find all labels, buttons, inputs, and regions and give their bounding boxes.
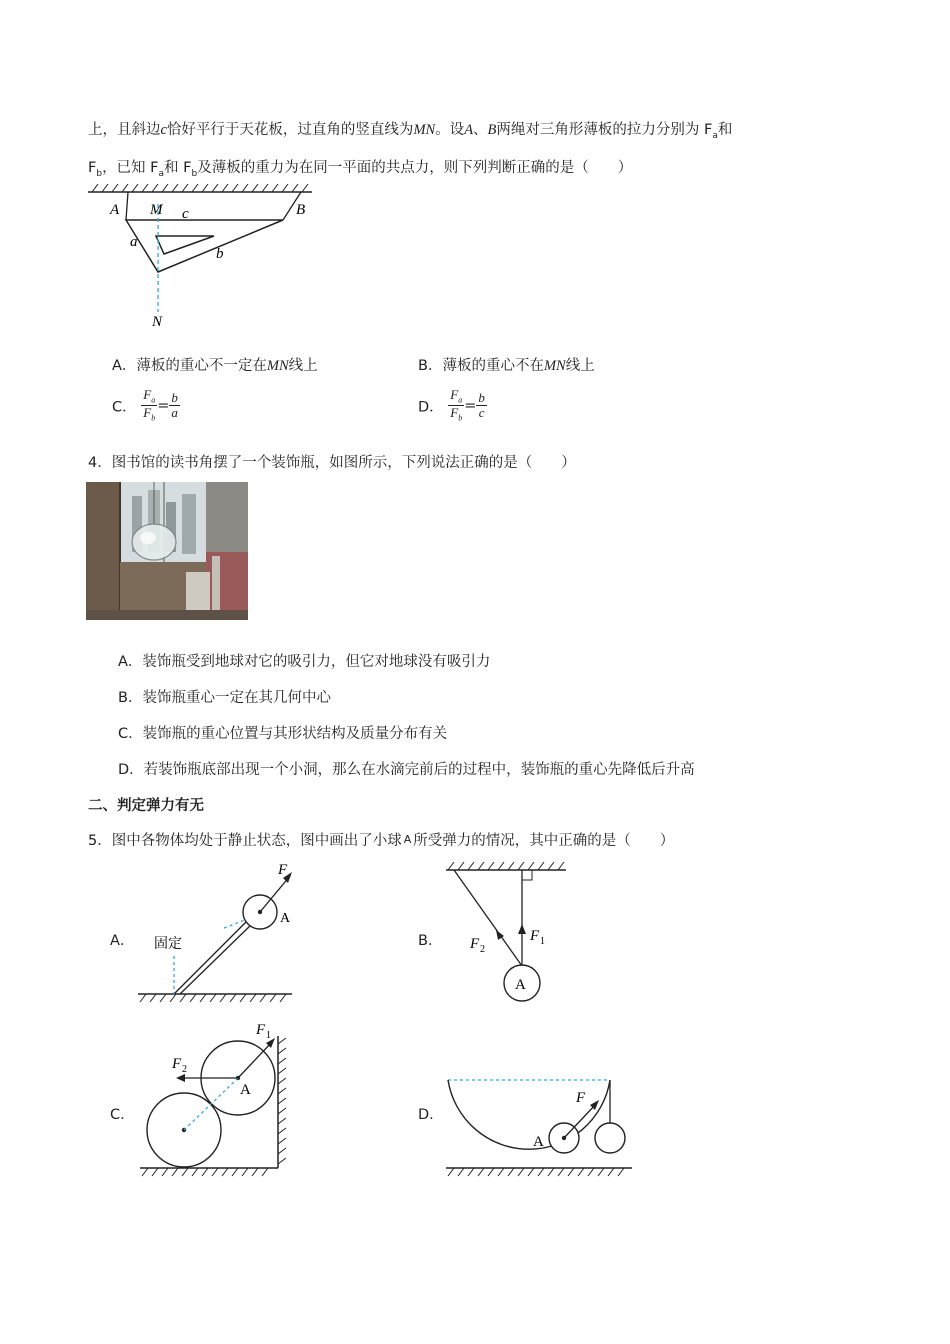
- q5-option-d-label[interactable]: D．: [418, 1107, 444, 1123]
- q4-option-c[interactable]: C．装饰瓶的重心位置与其形状结构及质量分布有关: [118, 726, 448, 742]
- label-M: M: [150, 202, 163, 218]
- f2-sub: 2: [182, 1064, 187, 1075]
- fraction-fa-fb: $\frac{F_a}{F_b}$: [450, 387, 463, 423]
- q3-option-d[interactable]: D． $\frac{F_a}{F_b}$ = $\frac{b}{c}$: [418, 387, 485, 423]
- arrowhead-f1: [518, 924, 526, 934]
- q3-option-c[interactable]: C． $\frac{F_a}{F_b}$ = $\frac{b}{a}$: [112, 387, 178, 423]
- q5-option-b-label[interactable]: B．: [418, 933, 443, 949]
- label-B: B: [296, 202, 306, 218]
- section-title: 二、判定弹力有无: [88, 798, 204, 814]
- q4-option-b[interactable]: B．装饰瓶重心一定在其几何中心: [118, 690, 331, 706]
- rod-edge: [180, 922, 254, 994]
- rod: [174, 918, 250, 994]
- f2-arrowhead: [176, 1074, 185, 1082]
- q5-option-a-label[interactable]: A．: [110, 933, 135, 949]
- q5-figure-a: [136, 860, 296, 1006]
- q4-option-a[interactable]: A．装饰瓶受到地球对它的吸引力，但它对地球没有吸引力: [118, 654, 491, 670]
- f2-sub: 2: [480, 944, 485, 955]
- force-label: F: [576, 1090, 586, 1106]
- f2-label: F: [470, 936, 480, 952]
- fraction-b-a: $\frac{b}{a}$: [171, 390, 178, 421]
- fraction-b-c: $\frac{b}{c}$: [478, 390, 485, 421]
- q5-option-c-label[interactable]: C．: [110, 1107, 135, 1123]
- photo-illustration: [86, 482, 248, 620]
- q5-stem: 5．图中各物体均处于静止状态，图中画出了小球 A 所受弹力的情况，其中正确的是（ ）: [88, 833, 675, 849]
- label-c: c: [182, 206, 189, 222]
- ground: [446, 1168, 632, 1176]
- fraction-fa-fb: $\frac{F_a}{F_b}$: [143, 387, 156, 423]
- label-N: N: [152, 314, 163, 330]
- inner-triangle: [156, 236, 214, 254]
- ceiling: [88, 184, 312, 192]
- var-mn: MN: [413, 122, 436, 138]
- q4-stem: 4．图书馆的读书角摆了一个装饰瓶，如图所示，下列说法正确的是（ ）: [88, 455, 576, 471]
- right-angle-mark: [522, 870, 532, 880]
- outer-triangle: [126, 220, 283, 272]
- label-a: a: [130, 234, 138, 250]
- rope-a: [126, 192, 128, 220]
- force-label: F: [278, 862, 288, 878]
- f1-sub: 1: [540, 936, 545, 947]
- f2-label: F: [172, 1056, 182, 1072]
- q4-option-d[interactable]: D．若装饰瓶底部出现一个小洞，那么在水滴完前后的过程中，装饰瓶的重心先降低后升高: [118, 762, 695, 778]
- q3-option-b[interactable]: B．薄板的重心不在MN线上: [418, 358, 595, 374]
- slant-rope: [454, 870, 522, 966]
- q5-figure-c: [136, 1018, 296, 1178]
- label-b: b: [216, 246, 224, 262]
- q3-stem-line1: 上，且斜边c恰好平行于天花板，过直角的竖直线为MN。设A、B两绳对三角形薄板的拉力分别为 $F_a$和: [88, 122, 733, 141]
- ground: [138, 994, 292, 1002]
- q5-figure-b: [440, 860, 570, 1010]
- q5-figure-d: [440, 1072, 640, 1180]
- q3-stem-line2: $F_b$，已知 $F_a$和 $F_b$及薄板的重力为在同一平面的共点力，则下列判断正确的是（ ）: [88, 160, 633, 179]
- decorative-vase-photo: [86, 482, 248, 620]
- f1-label: F: [530, 928, 540, 944]
- ball-label: A: [533, 1134, 544, 1150]
- fixed-label: 固定: [154, 936, 182, 952]
- ball-label: A: [280, 911, 291, 926]
- ball-label: A: [240, 1082, 251, 1098]
- q3-option-a[interactable]: A．薄板的重心不一定在MN线上: [112, 358, 318, 374]
- f1-sub: 1: [266, 1030, 271, 1041]
- label-A: A: [110, 202, 120, 218]
- var-c: c: [160, 122, 167, 138]
- hanging-ball: [595, 1123, 625, 1153]
- f1-label: F: [256, 1022, 266, 1038]
- ball-label: A: [515, 977, 526, 993]
- q3-triangle-figure: [86, 184, 316, 334]
- ceiling: [446, 862, 566, 870]
